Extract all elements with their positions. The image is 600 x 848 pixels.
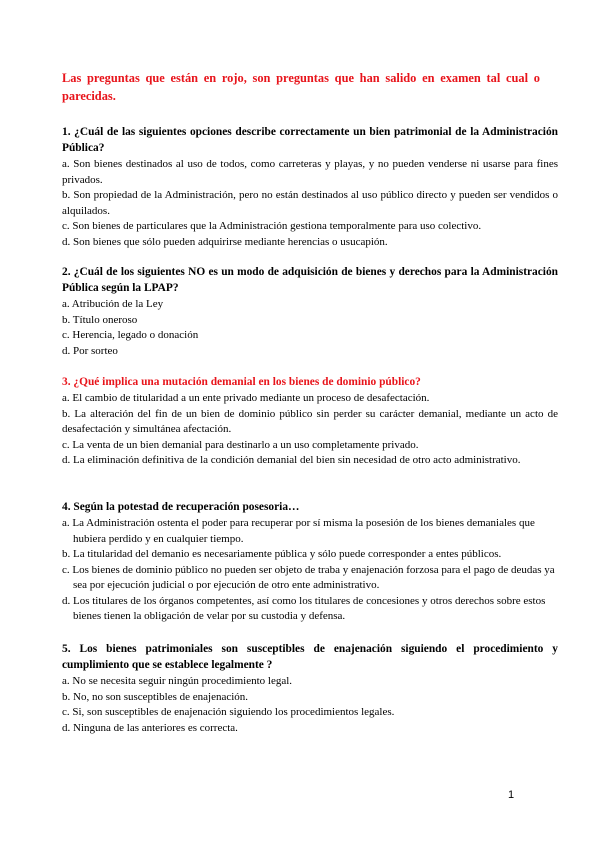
answer-option-a: a. Son bienes destinados al uso de todos, como carreteras y playas, y no pueden venderse ni usarse para fines privados. bbox=[62, 158, 558, 186]
answer-option-c: c. Son bienes de particulares que la Administración gestiona temporalmente para uso colectivo. bbox=[62, 220, 482, 232]
answer-option-a: a. La Administración ostenta el poder para recuperar por sí misma la posesión de los bienes demaniales que hubiera perdido y en cualquier tiempo. bbox=[62, 517, 535, 545]
page-number: 1 bbox=[508, 789, 515, 801]
answer-option-d: d. La eliminación definitiva de la condición demanial del bien sin necesidad de otro acto administrativo. bbox=[62, 454, 521, 466]
answer-option-a: a. El cambio de titularidad a un ente privado mediante un proceso de desafectación. bbox=[62, 392, 430, 404]
answer-option-b: b. No, no son susceptibles de enajenación. bbox=[62, 690, 249, 703]
answer-option-b: b. La titularidad del demanio es necesariamente pública y sólo puede corresponder a entes públicos. bbox=[62, 548, 502, 560]
answer-option-a: a. No se necesita seguir ningún procedimiento legal. bbox=[62, 675, 293, 687]
intro-note: Las preguntas que están en rojo, son preguntas que han salido en examen tal cual o parecidas. bbox=[62, 71, 540, 104]
question-4 bbox=[62, 499, 558, 625]
answer-option-b: b. Título oneroso bbox=[62, 313, 138, 326]
answer-option-c: c. Herencia, legado o donación bbox=[62, 329, 199, 341]
answer-option-c: c. Si, son susceptibles de enajenación siguiendo los procedimientos legales. bbox=[62, 706, 395, 718]
answer-option-d: d. Por sorteo bbox=[62, 344, 118, 357]
question-title: 1. ¿Cuál de las siguientes opciones describe correctamente un bien patrimonial de la Administración Pública? bbox=[62, 126, 558, 154]
question-1 bbox=[62, 124, 558, 250]
question-3 bbox=[62, 374, 558, 469]
answer-option-b: b. Son propiedad de la Administración, pero no están destinados al uso público directo y pueden ser vendidos o alquilados. bbox=[62, 189, 558, 217]
question-5 bbox=[62, 641, 558, 736]
answer-option-d: d. Son bienes que sólo pueden adquirirse mediante herencias o usucapión. bbox=[62, 235, 388, 248]
answer-option-d: d. Los titulares de los órganos competentes, así como los titulares de concesiones y otros derechos sobre estos bienes tienen la obligación de velar por su custodia y defensa. bbox=[62, 594, 546, 622]
question-title: 2. ¿Cuál de los siguientes NO es un modo de adquisición de bienes y derechos para la Administración Pública según la LPAP? bbox=[62, 266, 558, 294]
answer-option-c: c. La venta de un bien demanial para destinarlo a un uso completamente privado. bbox=[62, 438, 419, 451]
question-2 bbox=[62, 264, 558, 359]
answer-option-c: c. Los bienes de dominio público no pueden ser objeto de traba y enajenación forzosa para el pago de deudas ya sea por ejecución judicial o por ejecución de otro ente administrativo. bbox=[62, 563, 555, 591]
question-title: 5. Los bienes patrimoniales son susceptibles de enajenación siguiendo el procedimiento y cumplimiento que se establece legalmente ? bbox=[62, 643, 558, 671]
answer-option-a: a. Atribución de la Ley bbox=[62, 298, 164, 310]
answer-option-b: b. La alteración del fin de un bien de dominio público sin perder su carácter demanial, mediante un acto de desafectación y simultánea afectación. bbox=[62, 407, 558, 435]
question-title: 4. Según la potestad de recuperación posesoria… bbox=[62, 501, 300, 513]
answer-option-d: d. Ninguna de las anteriores es correcta. bbox=[62, 721, 238, 734]
question-title: 3. ¿Qué implica una mutación demanial en los bienes de dominio público? bbox=[62, 376, 421, 388]
